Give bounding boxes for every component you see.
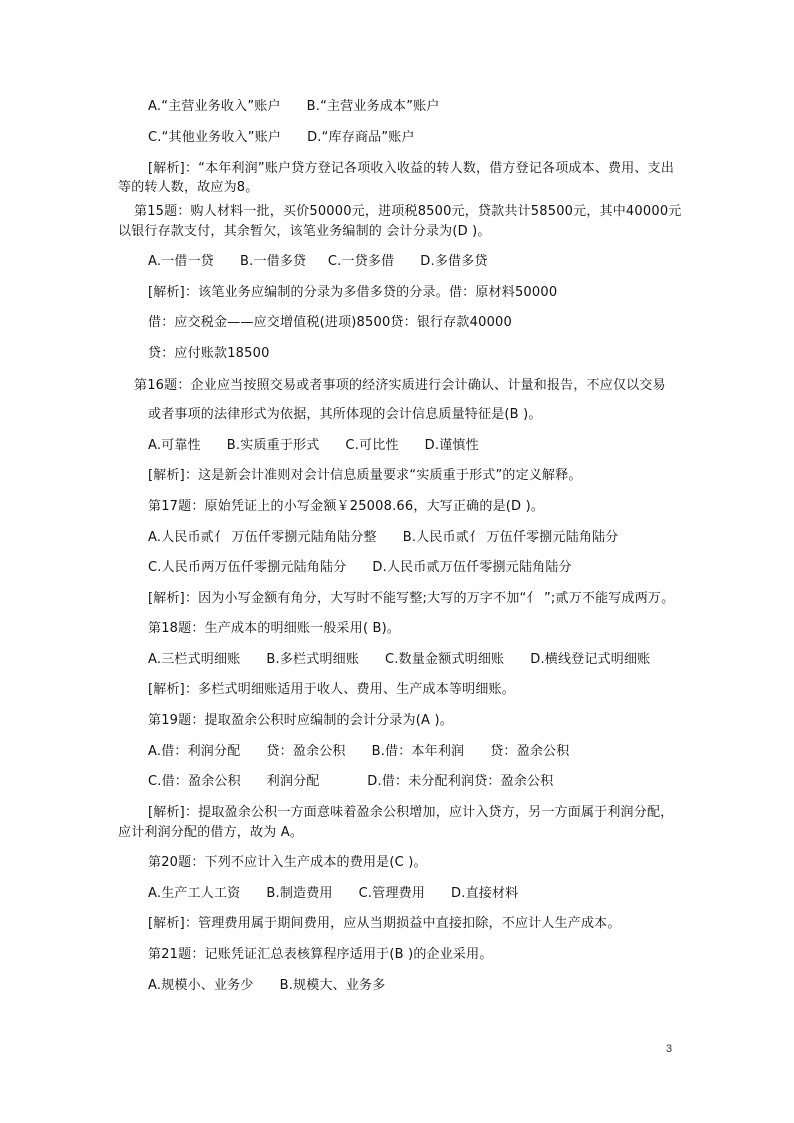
q18-options: A.三栏式明细账 B.多栏式明细账 C.数量金额式明细账 D.横线登记式明细账 <box>148 652 651 667</box>
q15-stem-line1: 第15题：购人材料一批，买价50000元，进项税8500元，贷款共计58500元，其中40000元 <box>134 204 682 219</box>
q15-stem-line2: 以银行存款支付，其余暂欠，该笔业务编制的 会计分录为(D )。 <box>118 224 491 239</box>
q19-options-cd: C.借：盈余公积 利润分配 D.借：未分配利润贷：盈余公积 <box>148 774 554 789</box>
q19-options-ab: A.借：利润分配 贷：盈余公积 B.借：本年利润 贷：盈余公积 <box>148 744 570 759</box>
q15-options: A.一借一贷 B.一借多贷 C.一贷多借 D.多借多贷 <box>148 254 488 269</box>
q18-stem: 第18题：生产成本的明细账一般采用( B)。 <box>148 621 401 636</box>
q15-analysis-line2: 借：应交税金——应交增值税(进项)8500贷：银行存款40000 <box>148 315 512 330</box>
q15-analysis-line1: [解析]：该笔业务应编制的分录为多借多贷的分录。借：原材料50000 <box>148 285 558 300</box>
q16-stem-line1: 第16题：企业应当按照交易或者事项的经济实质进行会计确认、计量和报告，不应仅以交易 <box>134 378 666 393</box>
page-number: 3 <box>666 1043 673 1055</box>
q19-analysis-line1: [解析]：提取盈余公积一方面意味着盈余公积增加，应计入贷方，另一方面属于利润分配， <box>148 805 674 820</box>
q16-stem-line2: 或者事项的法律形式为依据，其所体现的会计信息质量特征是(B )。 <box>148 407 542 422</box>
q20-analysis: [解析]：管理费用属于期间费用，应从当期损益中直接扣除，不应计人生产成本。 <box>148 916 621 931</box>
q16-analysis: [解析]：这是新会计准则对会计信息质量要求“实质重于形式”的定义解释。 <box>148 468 582 483</box>
q20-options: A.生产工人工资 B.制造费用 C.管理费用 D.直接材料 <box>148 886 519 901</box>
q17-stem: 第17题：原始凭证上的小写金额￥25008.66，大写正确的是(D )。 <box>148 499 545 514</box>
q14-options-ab: A.“主营业务收入”账户 B.“主营业务成本”账户 <box>148 99 440 114</box>
q14-options-cd: C.“其他业务收入”账户 D.“库存商品”账户 <box>148 130 415 145</box>
q21-options: A.规模小、业务少 B.规模大、业务多 <box>148 978 386 993</box>
q15-analysis-line3: 贷：应付账款18500 <box>148 346 270 361</box>
q14-analysis-line1: [解析]：“本年利润”账户贷方登记各项收入收益的转人数，借方登记各项成本、费用、支出 <box>148 161 675 176</box>
q19-stem: 第19题：提取盈余公积时应编制的会计分录为(A )。 <box>148 713 453 728</box>
q16-options: A.可靠性 B.实质重于形式 C.可比性 D.谨慎性 <box>148 438 479 453</box>
q18-analysis: [解析]：多栏式明细账适用于收人、费用、生产成本等明细账。 <box>148 682 515 697</box>
q19-analysis-line2: 应计利润分配的借方，故为 A。 <box>118 825 304 840</box>
q17-options-cd: C.人民币两万伍仟零捌元陆角陆分 D.人民币贰万伍仟零捌元陆角陆分 <box>148 560 572 575</box>
q17-options-ab: A.人民币贰亻 万伍仟零捌元陆角陆分整 B.人民币贰亻 万伍仟零捌元陆角陆分 <box>148 530 619 545</box>
q14-analysis-line2: 等的转人数，故应为8。 <box>118 180 259 195</box>
q21-stem: 第21题：记账凭证汇总表核算程序适用于(B )的企业采用。 <box>148 947 493 962</box>
q20-stem: 第20题：下列不应计入生产成本的费用是(C )。 <box>148 855 427 870</box>
q17-analysis: [解析]：因为小写金额有角分，大写时不能写整;大写的万字不加“亻 ”;贰万不能写成两万。 <box>148 591 675 606</box>
